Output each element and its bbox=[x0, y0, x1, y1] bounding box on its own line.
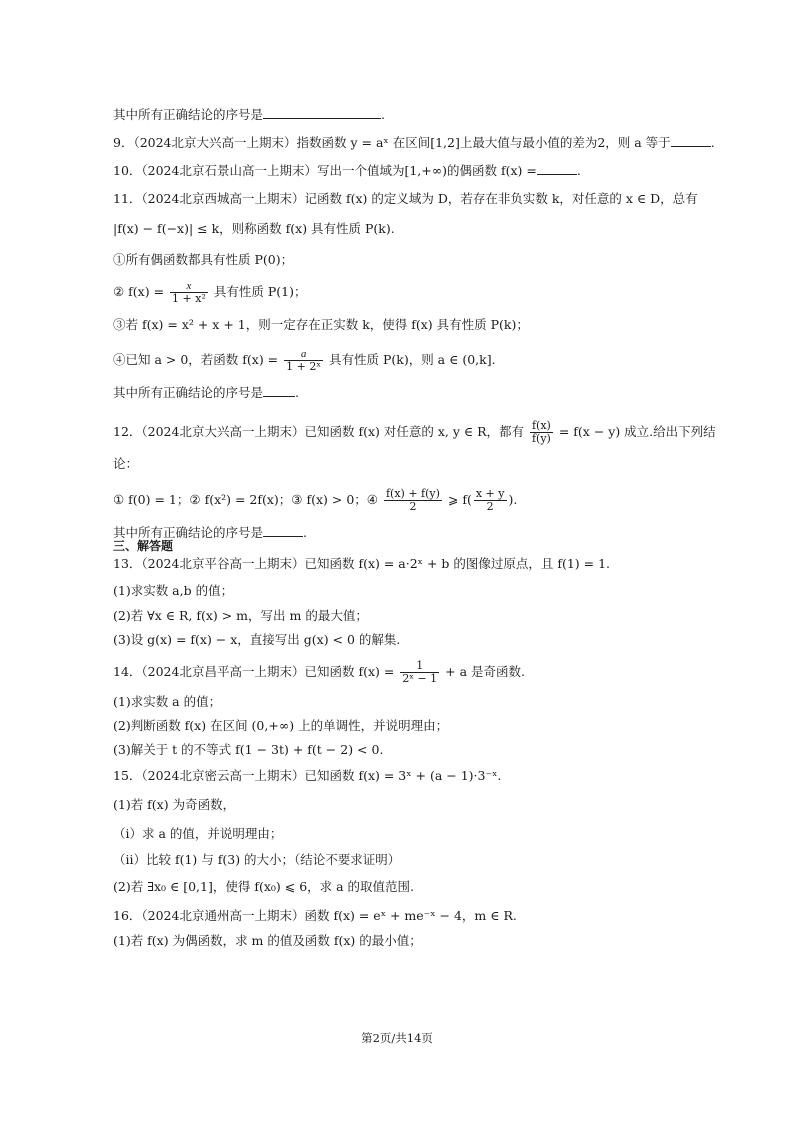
question-15-part-1-i: （i）求 a 的值，并说明理由； bbox=[113, 826, 283, 841]
question-14-part-3: (3)解关于 t 的不等式 f(1 − 3t) + f(t − 2) < 0. bbox=[113, 742, 384, 757]
statement-text: 具有性质 P(k)，则 a ∈ (0,k]. bbox=[329, 352, 496, 367]
fraction bbox=[474, 488, 507, 513]
answer-blank bbox=[537, 162, 577, 175]
answer-prompt-line: 其中所有正确结论的序号是 . bbox=[113, 107, 385, 122]
question-15: 15．（2024北京密云高一上期末）已知函数 f(x) = 3ˣ + (a − 1)·3⁻ˣ. bbox=[113, 768, 502, 783]
statement-text: ④已知 a > 0，若函数 f(x) = bbox=[113, 352, 279, 367]
question-14-part-1: (1)求实数 a 的值； bbox=[113, 694, 222, 709]
question-16-part-1: (1)若 f(x) 为偶函数，求 m 的值及函数 f(x) 的最小值； bbox=[113, 933, 422, 948]
numerator: f(x) bbox=[530, 420, 553, 433]
numerator: x bbox=[170, 280, 208, 293]
question-13-part-2: (2)若 ∀x ∈ R, f(x) > m，写出 m 的最大值； bbox=[113, 608, 368, 623]
question-text: |f(x) − f(−x)| ≤ k，则称函数 f(x) 具有性质 P(k). bbox=[113, 221, 395, 236]
question-15-part-1-ii: （ii）比较 f(1) 与 f(3) 的大小；（结论不要求证明） bbox=[113, 852, 401, 867]
statement-3 bbox=[113, 317, 529, 333]
question-text: 9．（2024北京大兴高一上期末）指数函数 y = aˣ 在区间[1,2]上最大值与最小值的差为2，则 a 等于 bbox=[113, 135, 671, 150]
answer-blank bbox=[263, 106, 381, 119]
answer-prompt-line: 其中所有正确结论的序号是 . bbox=[113, 385, 299, 400]
numerator: 1 bbox=[400, 660, 439, 673]
question-15-part-2: (2)若 ∃x₀ ∈ [0,1]，使得 f(x₀) ⩽ 6，求 a 的取值范围. bbox=[113, 879, 415, 894]
statement-2 bbox=[113, 280, 306, 305]
question-9: 9．（2024北京大兴高一上期末）指数函数 y = aˣ 在区间[1,2]上最大值与最小值的差为2，则 a 等于 . bbox=[113, 135, 715, 150]
numerator: x + y bbox=[475, 487, 505, 500]
question-13-part-1: (1)求实数 a,b 的值； bbox=[113, 583, 234, 598]
answer-blank bbox=[263, 384, 295, 397]
denominator: 2ˣ − 1 bbox=[402, 672, 438, 685]
question-13 bbox=[113, 556, 610, 572]
text: 其中所有正确结论的序号是 bbox=[113, 525, 264, 540]
statement-text: 具有性质 P(1)； bbox=[213, 284, 307, 299]
question-text: 论： bbox=[113, 456, 139, 471]
question-14 bbox=[113, 660, 525, 685]
text: 其中所有正确结论的序号是 bbox=[113, 385, 264, 400]
question-12-line-2 bbox=[113, 456, 138, 472]
statement-text: ① f(0) = 1；② f(x²) = 2f(x)；③ f(x) > 0；④ bbox=[113, 492, 378, 507]
fraction bbox=[384, 488, 442, 513]
question-12-statements bbox=[113, 488, 517, 513]
question-15-part-1: (1)若 f(x) 为奇函数， bbox=[113, 797, 236, 812]
denominator: f(y) bbox=[531, 432, 551, 445]
fraction bbox=[530, 420, 553, 445]
statement-4 bbox=[113, 348, 496, 373]
answer-prompt-line: 其中所有正确结论的序号是 . bbox=[113, 525, 307, 540]
statement-text: ①所有偶函数都具有性质 P(0)； bbox=[113, 252, 294, 267]
numerator: a bbox=[284, 348, 323, 361]
question-12-line-1 bbox=[113, 420, 716, 445]
text: 其中所有正确结论的序号是 bbox=[113, 107, 264, 122]
statement-text: ② f(x) = bbox=[113, 284, 165, 299]
fraction bbox=[400, 660, 439, 685]
question-14-part-2: (2)判断函数 f(x) 在区间 (0,+∞) 上的单调性，并说明理由； bbox=[113, 718, 449, 733]
question-text: = f(x − y) 成立.给出下列结 bbox=[558, 424, 716, 439]
section-heading: 三、解答题 bbox=[113, 539, 174, 553]
question-11-line-1 bbox=[113, 191, 698, 207]
statement-1 bbox=[113, 252, 293, 268]
answer-blank bbox=[263, 524, 303, 537]
question-16: 16．（2024北京通州高一上期末）函数 f(x) = eˣ + me⁻ˣ − 4，m ∈ R. bbox=[113, 908, 517, 923]
question-text: 11．（2024北京西城高一上期末）记函数 f(x) 的定义域为 D，若存在非负实数 k，对任意的 x ∈ D，总有 bbox=[113, 191, 698, 206]
numerator: f(x) + f(y) bbox=[385, 487, 440, 500]
statement-text: ). bbox=[508, 492, 518, 507]
answer-blank bbox=[671, 134, 711, 147]
question-text: + a 是奇函数. bbox=[445, 664, 526, 679]
fraction bbox=[284, 348, 323, 373]
statement-text: ③若 f(x) = x² + x + 1，则一定存在正实数 k，使得 f(x) 具有性质 P(k)； bbox=[113, 317, 529, 332]
denominator: 2 bbox=[486, 500, 494, 513]
denominator: 1 + 2ˣ bbox=[286, 360, 322, 373]
denominator: 2 bbox=[409, 500, 417, 513]
question-text: 10．（2024北京石景山高一上期末）写出一个值域为[1,+∞)的偶函数 f(x) = bbox=[113, 163, 537, 178]
question-13-part-3: (3)设 g(x) = f(x) − x，直接写出 g(x) < 0 的解集. bbox=[113, 632, 401, 647]
statement-text: ⩾ f( bbox=[447, 492, 472, 507]
denominator: 1 + x² bbox=[172, 292, 206, 305]
question-text: 13．（2024北京平谷高一上期末）已知函数 f(x) = a·2ˣ + b 的图像过原点，且 f(1) = 1. bbox=[113, 556, 611, 571]
question-text: 14．（2024北京昌平高一上期末）已知函数 f(x) = bbox=[113, 664, 395, 679]
page-number: 第2页/共14页 bbox=[361, 1031, 433, 1045]
question-text: 12．（2024北京大兴高一上期末）已知函数 f(x) 对任意的 x, y ∈ R，都有 bbox=[113, 424, 524, 439]
question-11-line-2 bbox=[113, 221, 395, 237]
fraction bbox=[170, 280, 208, 305]
question-10: 10．（2024北京石景山高一上期末）写出一个值域为[1,+∞)的偶函数 f(x) = . bbox=[113, 163, 581, 178]
